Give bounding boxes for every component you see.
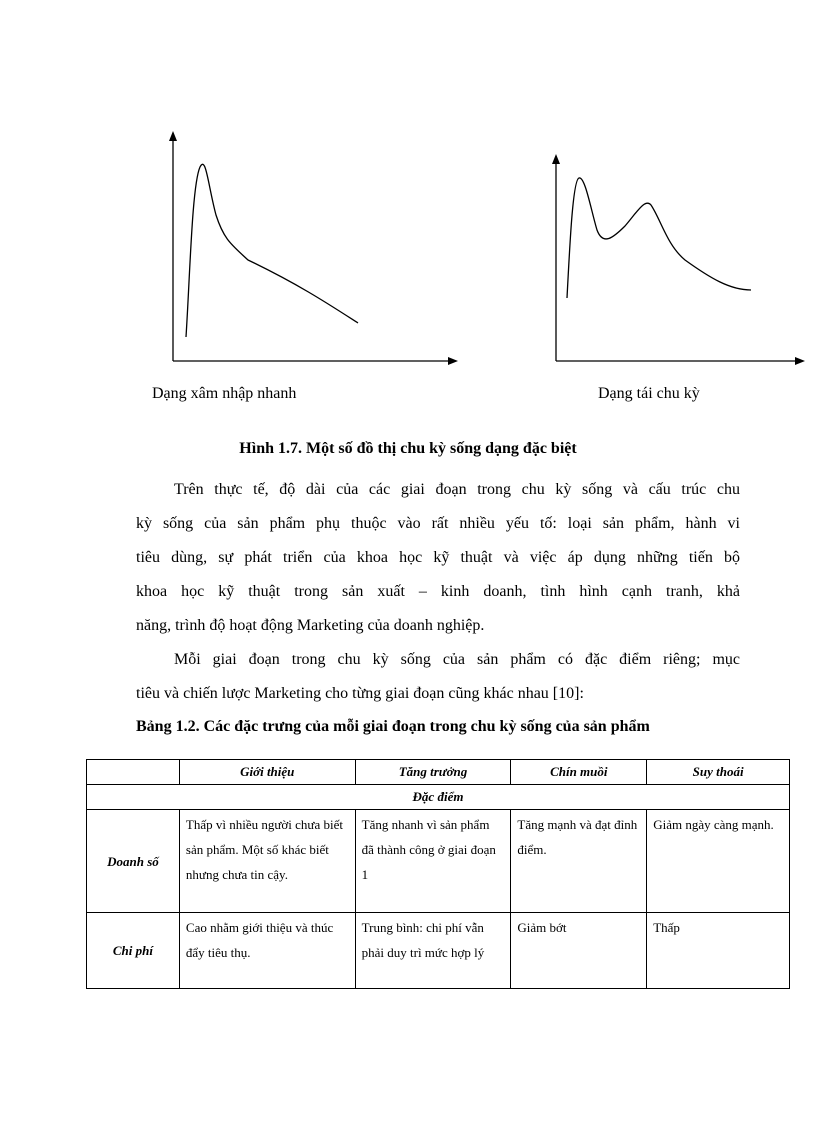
paragraph-line: khoa học kỹ thuật trong sản xuất – kinh doanh, tình hình cạnh tranh, khả <box>136 583 740 600</box>
table-cell: Giảm bớt <box>511 913 647 989</box>
chart-caption-right: Dạng tái chu kỳ <box>598 385 700 402</box>
table-cell: Cao nhằm giới thiệu và thúc đẩy tiêu thụ. <box>179 913 355 989</box>
table-row <box>87 913 790 989</box>
table-title: Bảng 1.2. Các đặc trưng của mỗi giai đoạn trong chu kỳ sống của sản phẩm <box>136 718 650 735</box>
table-cell: Tăng mạnh và đạt đỉnh điểm. <box>511 810 647 913</box>
lifecycle-curve <box>567 178 751 298</box>
paragraph-line: năng, trình độ hoạt động Marketing của doanh nghiệp. <box>136 617 485 634</box>
table-row-label: Chi phí <box>87 913 180 989</box>
table-section-row <box>87 785 790 810</box>
table-header-cell: Giới thiệu <box>179 760 355 785</box>
paragraph-line: Trên thực tế, độ dài của các giai đoạn trong chu kỳ sống và cấu trúc chu <box>174 481 740 498</box>
table-cell: Tăng nhanh vì sản phẩm đã thành công ở giai đoạn 1 <box>355 810 511 913</box>
table-header-row <box>87 760 790 785</box>
table-header-cell: Chín muồi <box>511 760 647 785</box>
table-cell: Thấp <box>647 913 790 989</box>
table-cell: Thấp vì nhiều người chưa biết sản phẩm. Một số khác biết nhưng chưa tin cậy. <box>179 810 355 913</box>
chart-rapid-penetration <box>160 125 470 370</box>
table-header-cell: Tăng trưởng <box>355 760 511 785</box>
paragraph-line: Mỗi giai đoạn trong chu kỳ sống của sản phẩm có đặc điểm riêng; mục <box>174 651 740 668</box>
figure-title: Hình 1.7. Một số đồ thị chu kỳ sống dạng đặc biệt <box>239 440 577 457</box>
table-header-cell <box>87 760 180 785</box>
table-header-cell: Suy thoái <box>647 760 790 785</box>
table-section-cell: Đặc điểm <box>87 785 790 810</box>
paragraph-line: tiêu và chiến lược Marketing cho từng giai đoạn cũng khác nhau [10]: <box>136 685 584 702</box>
chart-caption-left: Dạng xâm nhập nhanh <box>152 385 297 402</box>
table-cell: Giảm ngày càng mạnh. <box>647 810 790 913</box>
paragraph-2 <box>136 643 740 711</box>
paragraph-1 <box>136 473 740 643</box>
y-axis-arrow <box>169 131 177 141</box>
paragraph-line: kỳ sống của sản phẩm phụ thuộc vào rất nhiều yếu tố: loại sản phẩm, hành vi <box>136 515 740 532</box>
table-row <box>87 810 790 913</box>
lifecycle-curve <box>186 164 358 337</box>
x-axis-arrow <box>448 357 458 365</box>
table-cell: Trung bình: chi phí vẫn phải duy trì mức hợp lý <box>355 913 511 989</box>
product-lifecycle-table <box>86 759 790 989</box>
chart-recycle <box>545 150 810 370</box>
table-row-label: Doanh số <box>87 810 180 913</box>
paragraph-line: tiêu dùng, sự phát triển của khoa học kỹ thuật và việc áp dụng những tiến bộ <box>136 549 740 566</box>
x-axis-arrow <box>795 357 805 365</box>
y-axis-arrow <box>552 154 560 164</box>
